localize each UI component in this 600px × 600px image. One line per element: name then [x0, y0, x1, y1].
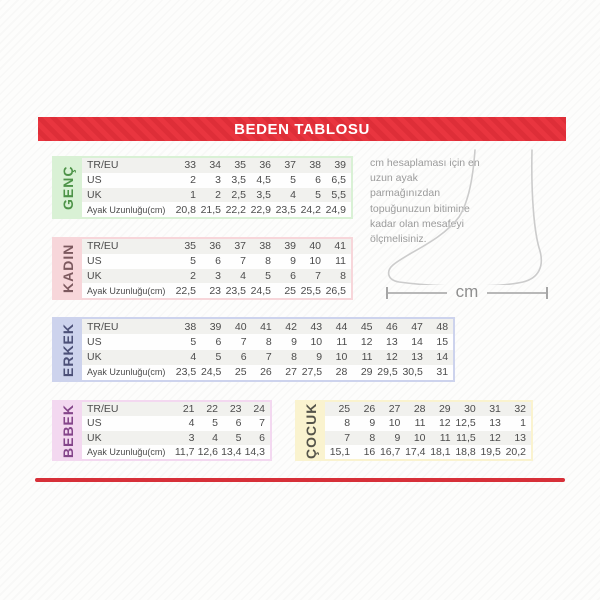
size-value: 20,8 — [175, 203, 196, 216]
size-value: 30 — [464, 403, 476, 416]
size-value: 8 — [369, 431, 376, 444]
size-value: 36 — [209, 240, 221, 253]
size-value: 11 — [361, 351, 373, 364]
size-value: 13 — [514, 431, 526, 444]
size-value: 24,2 — [300, 203, 321, 216]
size-value: 38 — [259, 240, 271, 253]
size-value: 7 — [240, 255, 246, 268]
size-value: 24,5 — [200, 366, 222, 379]
size-value: 21 — [182, 403, 195, 416]
size-value: 29 — [360, 366, 373, 379]
size-value: 1 — [190, 188, 196, 201]
table-row — [325, 445, 531, 459]
size-value: 3,5 — [256, 188, 271, 201]
size-value: 11,5 — [456, 431, 476, 444]
size-value: 4 — [240, 269, 246, 282]
size-value: 7 — [315, 269, 321, 282]
size-value: 19,5 — [480, 445, 501, 458]
table-row — [82, 319, 453, 334]
size-value: 22,2 — [225, 203, 246, 216]
size-value: 43 — [310, 320, 323, 333]
table-row — [82, 239, 351, 254]
size-value: 13 — [386, 335, 398, 348]
size-value: 8 — [265, 335, 272, 348]
size-value: 2,5 — [231, 188, 246, 201]
size-value: 6 — [290, 269, 296, 282]
row-label: US — [87, 255, 102, 268]
row-label: Ayak Uzunluğu(cm) — [87, 285, 166, 296]
size-value: 4 — [188, 417, 195, 430]
size-value: 6 — [215, 335, 222, 348]
size-value: 11,7 — [174, 445, 195, 458]
row-label: Ayak Uzunluğu(cm) — [87, 446, 166, 457]
size-value: 38 — [309, 159, 321, 172]
size-value: 11 — [439, 431, 451, 444]
table-row — [325, 416, 531, 430]
size-value: 8 — [291, 351, 297, 364]
size-value: 26,5 — [325, 284, 346, 297]
size-value: 22 — [206, 403, 218, 416]
size-value: 6 — [259, 431, 265, 444]
table-row — [82, 202, 351, 217]
size-value: 6,5 — [331, 174, 346, 187]
size-value: 5 — [215, 351, 222, 364]
size-value: 22,5 — [175, 284, 196, 297]
size-value: 3 — [215, 174, 221, 187]
size-value: 5 — [290, 174, 296, 187]
size-value: 41 — [334, 240, 346, 253]
table-row — [82, 188, 351, 203]
size-value: 7 — [259, 417, 265, 430]
size-value: 9 — [369, 417, 376, 430]
size-value: 44 — [335, 320, 348, 333]
row-label: UK — [87, 269, 102, 282]
measure-line-left — [388, 292, 447, 294]
size-value: 12 — [360, 335, 373, 348]
size-value: 6 — [315, 174, 321, 187]
size-value: 28 — [413, 403, 426, 416]
section-label: KADIN — [60, 243, 76, 294]
page-title: BEDEN TABLOSU — [234, 120, 370, 138]
size-value: 34 — [209, 159, 221, 172]
size-value: 31 — [489, 403, 501, 416]
size-value: 42 — [285, 320, 297, 333]
row-label: TR/EU — [87, 320, 119, 333]
size-value: 15 — [436, 335, 449, 348]
size-value: 9 — [316, 351, 323, 364]
size-value: 4 — [212, 431, 218, 444]
bottom-divider — [35, 478, 565, 482]
size-value: 40 — [309, 240, 321, 253]
measure-tick-right — [546, 287, 548, 299]
size-value: 6 — [215, 255, 221, 268]
size-value: 3 — [215, 269, 221, 282]
size-value: 48 — [436, 320, 449, 333]
size-value: 16,7 — [379, 445, 401, 458]
size-value: 20,2 — [505, 445, 526, 458]
size-value: 36 — [259, 159, 271, 172]
row-label: TR/EU — [87, 159, 119, 172]
size-value: 30,5 — [402, 366, 423, 379]
size-value: 23,5 — [275, 203, 296, 216]
size-value: 35 — [234, 159, 246, 172]
size-value: 5 — [235, 431, 242, 444]
size-table-rows — [325, 402, 531, 459]
size-value: 4,5 — [256, 174, 271, 187]
size-value: 24 — [253, 403, 265, 416]
size-value: 14,3 — [244, 445, 265, 458]
size-value: 5 — [265, 269, 271, 282]
cm-unit-label: cm — [455, 281, 479, 301]
section-label: ERKEK — [60, 322, 76, 377]
size-value: 5 — [190, 255, 196, 268]
row-label: UK — [87, 351, 102, 364]
row-label: TR/EU — [87, 403, 119, 416]
cm-measure-line — [386, 281, 548, 301]
size-table-bebek — [52, 400, 272, 461]
size-value: 10 — [413, 431, 426, 444]
row-label: UK — [87, 188, 102, 201]
size-value: 10 — [309, 255, 321, 268]
size-value: 23 — [209, 284, 221, 297]
table-row — [82, 416, 270, 430]
table-row — [325, 402, 531, 416]
size-value: 4 — [190, 351, 197, 364]
size-value: 16 — [363, 445, 376, 458]
size-value: 10 — [388, 417, 401, 430]
size-value: 25 — [284, 284, 296, 297]
size-value: 25 — [338, 403, 351, 416]
table-row — [325, 431, 531, 445]
size-value: 11 — [335, 255, 346, 268]
size-table-cocuk — [295, 400, 533, 461]
size-value: 12 — [438, 417, 451, 430]
size-value: 46 — [386, 320, 398, 333]
size-value: 2 — [215, 188, 221, 201]
table-row — [82, 350, 453, 365]
size-value: 8 — [265, 255, 271, 268]
size-value: 32 — [514, 403, 526, 416]
size-value: 2 — [190, 269, 196, 282]
size-value: 12,5 — [455, 417, 476, 430]
size-value: 35 — [184, 240, 196, 253]
size-value: 26 — [260, 366, 272, 379]
size-value: 17,4 — [405, 445, 426, 458]
table-row — [82, 269, 351, 284]
size-value: 4 — [290, 188, 296, 201]
size-value: 41 — [260, 320, 272, 333]
size-value: 6 — [235, 417, 242, 430]
table-row — [82, 365, 453, 380]
row-label: US — [87, 174, 102, 187]
size-value: 24,5 — [250, 284, 271, 297]
size-table-kadin — [52, 237, 353, 300]
size-value: 45 — [360, 320, 373, 333]
size-value: 27 — [388, 403, 401, 416]
size-value: 39 — [334, 159, 346, 172]
section-label: BEBEK — [60, 403, 76, 458]
size-table-rows — [82, 239, 351, 298]
row-label: Ayak Uzunluğu(cm) — [87, 367, 166, 378]
size-value: 7 — [344, 431, 351, 444]
size-value: 39 — [209, 320, 222, 333]
row-label: UK — [87, 431, 102, 444]
size-table-rows — [82, 402, 270, 459]
size-value: 25,5 — [300, 284, 321, 297]
size-value: 26 — [363, 403, 376, 416]
size-value: 7 — [240, 335, 247, 348]
size-value: 15,1 — [329, 445, 351, 458]
size-value: 3,5 — [231, 174, 246, 187]
size-value: 11 — [414, 417, 426, 430]
size-value: 14 — [436, 351, 449, 364]
size-value: 13 — [489, 417, 501, 430]
size-value: 5 — [315, 188, 321, 201]
size-value: 40 — [234, 320, 247, 333]
size-value: 37 — [284, 159, 296, 172]
size-value: 21,5 — [200, 203, 221, 216]
size-value: 12,6 — [197, 445, 218, 458]
size-value: 28 — [335, 366, 348, 379]
section-label: GENÇ — [60, 165, 76, 210]
size-value: 10 — [335, 351, 348, 364]
size-table-rows — [82, 158, 351, 217]
size-value: 6 — [240, 351, 247, 364]
size-value: 12 — [489, 431, 501, 444]
table-row — [82, 173, 351, 188]
header-banner — [38, 117, 566, 141]
size-value: 14 — [411, 335, 423, 348]
section-label: ÇOCUK — [303, 402, 319, 459]
table-row — [82, 283, 351, 298]
table-row — [82, 402, 270, 416]
size-value: 8 — [344, 417, 351, 430]
size-value: 5,5 — [331, 188, 346, 201]
row-label: Ayak Uzunluğu(cm) — [87, 204, 166, 215]
size-value: 31 — [436, 366, 449, 379]
size-value: 3 — [188, 431, 195, 444]
row-label: US — [87, 417, 102, 430]
size-value: 22,9 — [250, 203, 271, 216]
size-value: 1 — [520, 417, 526, 430]
size-value: 9 — [290, 255, 296, 268]
table-row — [82, 431, 270, 445]
size-value: 8 — [340, 269, 346, 282]
measure-line-right — [487, 292, 546, 294]
size-table-rows — [82, 319, 453, 380]
size-value: 27 — [285, 366, 297, 379]
size-value: 18,8 — [455, 445, 476, 458]
size-value: 38 — [184, 320, 197, 333]
size-value: 23,5 — [175, 366, 197, 379]
size-value: 25 — [234, 366, 247, 379]
size-value: 29,5 — [377, 366, 398, 379]
size-value: 24,9 — [325, 203, 346, 216]
size-value: 7 — [265, 351, 272, 364]
size-value: 11 — [336, 335, 348, 348]
size-value: 5 — [212, 417, 218, 430]
size-value: 10 — [310, 335, 323, 348]
size-value: 47 — [411, 320, 423, 333]
table-row — [82, 254, 351, 269]
size-value: 27,5 — [301, 366, 323, 379]
size-value: 9 — [394, 431, 401, 444]
table-row — [82, 445, 270, 459]
table-row — [82, 334, 453, 349]
size-value: 5 — [190, 335, 197, 348]
row-label: TR/EU — [87, 240, 119, 253]
foot-outline-illustration — [383, 149, 555, 285]
measure-note: cm hesaplaması için en uzun ayak parmağınızdan topuğunuzun bitimine kadar olan mesafeyi ölçmelisiniz. — [370, 157, 480, 246]
size-table-erkek — [52, 317, 455, 382]
size-value: 37 — [234, 240, 246, 253]
size-value: 29 — [438, 403, 451, 416]
size-table-genc — [52, 156, 353, 219]
size-value: 39 — [284, 240, 296, 253]
size-value: 18,1 — [430, 445, 451, 458]
size-value: 23 — [229, 403, 242, 416]
size-value: 23,5 — [225, 284, 246, 297]
size-value: 9 — [291, 335, 297, 348]
size-value: 12 — [386, 351, 398, 364]
size-value: 2 — [190, 174, 196, 187]
row-label: US — [87, 335, 102, 348]
size-value: 13 — [411, 351, 423, 364]
size-value: 13,4 — [221, 445, 242, 458]
size-value: 33 — [184, 159, 196, 172]
table-row — [82, 158, 351, 173]
